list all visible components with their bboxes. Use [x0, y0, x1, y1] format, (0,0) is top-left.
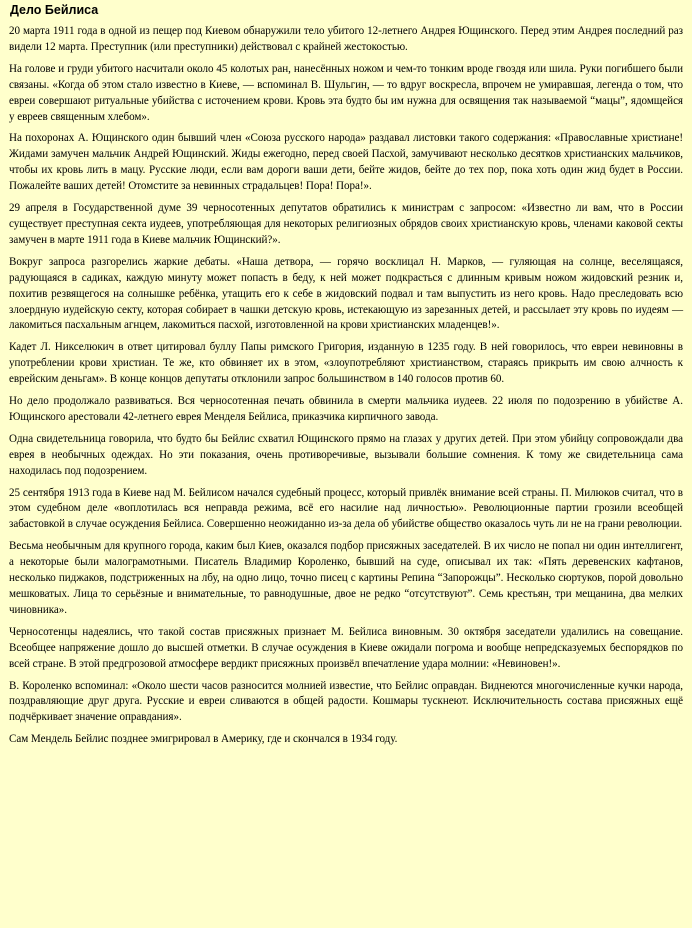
paragraph: На похоронах А. Ющинского один бывший член «Союза русского народа» раздавал листовки такого содержания: «Православные христиане! Жидами замучен мальчик Андрей Ющинский. Жиды ежегодно, перед своей Пасхой, замучивают несколько десятков христианских мальчиков, чтобы их кровь лить в мацу. Русские люди, если вам дороги ваши дети, бейте жидов, бейте до тех пор, пока хоть один жид будет в России. Пожалейте ваших детей! Отомстите за невинных страдальцев! Пора! Пора!».: [9, 132, 683, 193]
document-body: [9, 24, 683, 748]
document-title: Дело Бейлиса: [10, 3, 99, 17]
paragraph: Одна свидетельница говорила, что будто бы Бейлис схватил Ющинского прямо на глазах у других детей. При этом убийцу сопровождали два еврея в необычных одеждах. Но эти показания, очень противоречивые, вызывали большие сомнения. К тому же свидетельница сама находилась под подозрением.: [9, 432, 683, 477]
paragraph: 25 сентября 1913 года в Киеве над М. Бейлисом начался судебный процесс, который привлёк внимание всей страны. П. Милюков считал, что в этом судебном деле «воплотилась вся неправда режима, всё его насилие над личностью». Революционные партии грозили всеобщей забастовкой в случае осуждения Бейлиса. Совершенно неожиданно из-за дела об убийстве общество оказалось чуть ли не на грани революции.: [9, 486, 683, 531]
paragraph: 29 апреля в Государственной думе 39 черносотенных депутатов обратились к министрам с запросом: «Известно ли вам, что в России существует преступная секта иудеев, употребляющая для некоторых религиозных обрядов своих христианскую кровь, членами каковой секты замучен в марте 1911 года в Киеве мальчик Ющинский?».: [9, 202, 683, 246]
paragraph: Но дело продолжало развиваться. Вся черносотенная печать обвинила в смерти мальчика иудеев. 22 июля по подозрению в убийстве А. Ющинского арестовали 42-летнего еврея Менделя Бейлиса, приказчика кирпичного завода.: [9, 395, 683, 423]
paragraph: Вокруг запроса разгорелись жаркие дебаты. «Наша детвора, — горячо восклицал Н. Марков, — гуляющая на солнце, веселящаяся, радующаяся в садиках, каждую минуту может попасть в беду, к ней может подкрасться с длинным кривым ножом жидовский резник и, похитив резвящегося на солнышке ребёнка, утащить его к себе в жидовский подвал и там выпустить из него кровь. Надо преследовать всю злоердную иудейскую секту, которая собирает в чашки детскую кровь, истекающую из зарезанных детей, и рассылает эту кровь по иудеям — лакомиться пасхальным агнцем, лакомиться пасхой, изготовленной на крови христианских младенцев!».: [9, 255, 683, 332]
paragraph: На голове и груди убитого насчитали около 45 колотых ран, нанесённых ножом и чем-то тонким вроде гвоздя или шила. Руки погибшего были связаны. «Когда об этом стало известно в Киеве, — вспоминал В. Шульгин, — то вдруг воскресла, впрочем не умиравшая, легенда о том, что евреи совершают ритуальные убийства с источением крови. Кровь эта будто бы им нужна для освящения так называемой “мацы”, ядомщейся у евреев священным хлебом».: [9, 62, 683, 123]
paragraph: Весьма необычным для крупного города, каким был Киев, оказался подбор присяжных заседателей. В их число не попал ни один интеллигент, а некоторые были малограмотными. Писатель Владимир Короленко, бывший на суде, описывал их так: «Пять деревенских кафтанов, несколько пиджаков, подстриженных на лбу, на одно лицо, точно писец с картины Репина “Запорожцы”. Несколько сюртуков, порой довольно мешковатых. Лица то серьёзные и внимательные, то равнодушные, двое не редко “отсутствуют”. Семь крестьян, три мещанина, два мелких чиновника».: [9, 540, 683, 616]
paragraph: В. Короленко вспоминал: «Около шести часов разносится молнией известие, что Бейлис оправдан. Виднеются многочисленные кучки народа, поздравляющие друг друга. Русские и евреи сливаются в общей радости. Кошмары тускнеют. Исключительность состава присяжных ещё подчёркивает значение оправдания».: [9, 679, 683, 724]
paragraph: Черносотенцы надеялись, что такой состав присяжных признает М. Бейлиса виновным. 30 октября заседатели удалились на совещание. Всеобщее напряжение дошло до высшей отметки. В случае осуждения в Киеве ожидали погрома и вообще непредсказуемых беспорядков по всей стране. В этой предгрозовой атмосфере вердикт присяжных произвёл впечатление удара молнии: «Невиновен!».: [9, 625, 683, 670]
paragraph: Кадет Л. Никселюкич в ответ цитировал буллу Папы римского Григория, изданную в 1235 году. В ней говорилось, что евреи невиновны в употреблении крови христиан. Те же, кто обвиняет их в этом, «злоупотребляют христианством, стараясь прикрыть им свою алчность к еврейским деньгам». В конце концов депутаты отклонили запрос большинством в 140 голосов против 60.: [9, 341, 683, 386]
paragraph: 20 марта 1911 года в одной из пещер под Киевом обнаружили тело убитого 12-летнего Андрея Ющинского. Перед этим Андрея последний раз видели 12 марта. Преступник (или преступники) действовал с крайней жестокостью.: [9, 25, 683, 53]
paragraph: Сам Мендель Бейлис позднее эмигрировал в Америку, где и скончался в 1934 году.: [9, 733, 398, 746]
